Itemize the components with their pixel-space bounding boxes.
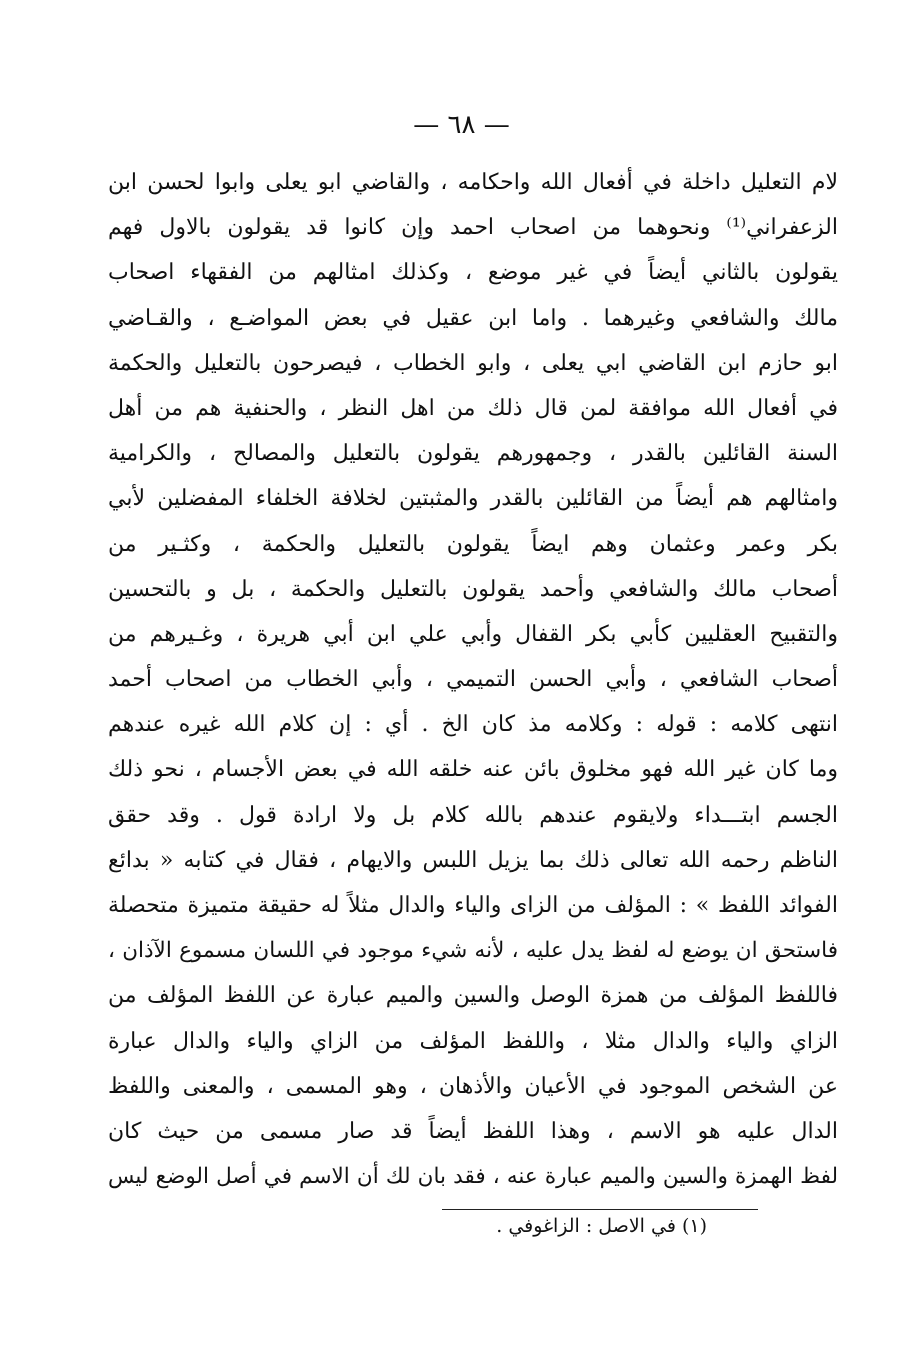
text-line: الفوائد اللفظ » : المؤلف من الزاى والياء والدال مثلاً له حقيقة متميزة متحصلة: [108, 893, 838, 918]
text-line: الناظم رحمه الله تعالى ذلك بما يزيل اللبس والايهام ، فقال في كتابه « بدائع: [108, 847, 838, 873]
text-line: أصحاب الشافعي ، وأبي الحسن التميمي ، وأبي الخطاب من اصحاب أحمد: [108, 667, 838, 693]
text-line: وامثالهم هم أيضاً من القائلين بالقدر والمثبتين لخلافة الخلفاء المفضلين لأبي: [108, 486, 838, 512]
text-line: ابو حازم ابن القاضي ابي يعلى ، وابو الخطاب ، فيصرحون بالتعليل والحكمة: [108, 350, 838, 376]
text-line: بكر وعمر وعثمان وهم ايضاً يقولون بالتعليل والحكمة ، وكثـير من: [108, 531, 838, 557]
footnote: (١) في الاصل : الزاغوفي .: [496, 1215, 707, 1237]
text-line: انتهى كلامه : قوله : وكلامه مذ كان الخ . أي : إن كلام الله غيره عندهم: [108, 712, 838, 738]
text-line: وما كان غير الله فهو مخلوق بائن عنه خلقه الله في بعض الأجسام ، نحو ذلك: [108, 757, 838, 783]
text-line: فاستحق ان يوضع له لفظ يدل عليه ، لأنه شيء موجود في اللسان مسموع الآذان ،: [108, 938, 838, 964]
text-line: مالك والشافعي وغيرهما . واما ابن عقيل في بعض المواضـع ، والقـاضي: [108, 305, 838, 331]
text-line: لفظ الهمزة والسين والميم عبارة عنه ، فقد بان لك أن الاسم في أصل الوضع ليس: [108, 1164, 838, 1190]
text-line: الزاي والياء والدال مثلا ، واللفظ المؤلف من الزاي والياء والدال عبارة: [108, 1028, 839, 1054]
body-text: [108, 160, 838, 1199]
footnote-divider: [442, 1209, 758, 1210]
text-line: أصحاب مالك والشافعي وأحمد يقولون بالتعليل والحكمة ، بل و بالتحسين: [108, 576, 838, 602]
text-line: لام التعليل داخلة في أفعال الله واحكامه ، والقاضي ابو يعلى وابوا لحسن ابن: [108, 170, 838, 195]
page-number: — ٦٨ —: [413, 110, 510, 140]
text-line: الدال عليه هو الاسم ، وهذا اللفظ أيضاً قد صار مسمى من حيث كان: [108, 1118, 838, 1144]
text-line: عن الشخص الموجود في الأعيان والأذهان ، وهو المسمى ، والمعنى واللفظ: [108, 1073, 838, 1099]
text-line: الزعفراني⁽¹⁾ ونحوهما من اصحاب احمد وإن كانوا قد يقولون بالاول فهم: [108, 215, 838, 241]
text-line: فاللفظ المؤلف من همزة الوصل والسين والميم عبارة عن اللفظ المؤلف من: [108, 983, 838, 1009]
text-line: السنة القائلين بالقدر ، وجمهورهم يقولون بالتعليل والمصالح ، والكرامية: [108, 441, 838, 467]
text-line: في أفعال الله موافقة لمن قال ذلك من اهل النظر ، والحنفية هم من أهل: [108, 395, 838, 421]
text-line: والتقبيح العقليين كأبي بكر القفال وأبي علي ابن أبي هريرة ، وغـيرهم من: [108, 621, 838, 647]
text-line: الجسم ابتـــداء ولايقوم عندهم بالله كلام بل ولا ارادة قول . وقد حقق: [108, 802, 838, 828]
text-line: يقولون بالثاني أيضاً في غير موضع ، وكذلك امثالهم من الفقهاء اصحاب: [108, 260, 838, 286]
